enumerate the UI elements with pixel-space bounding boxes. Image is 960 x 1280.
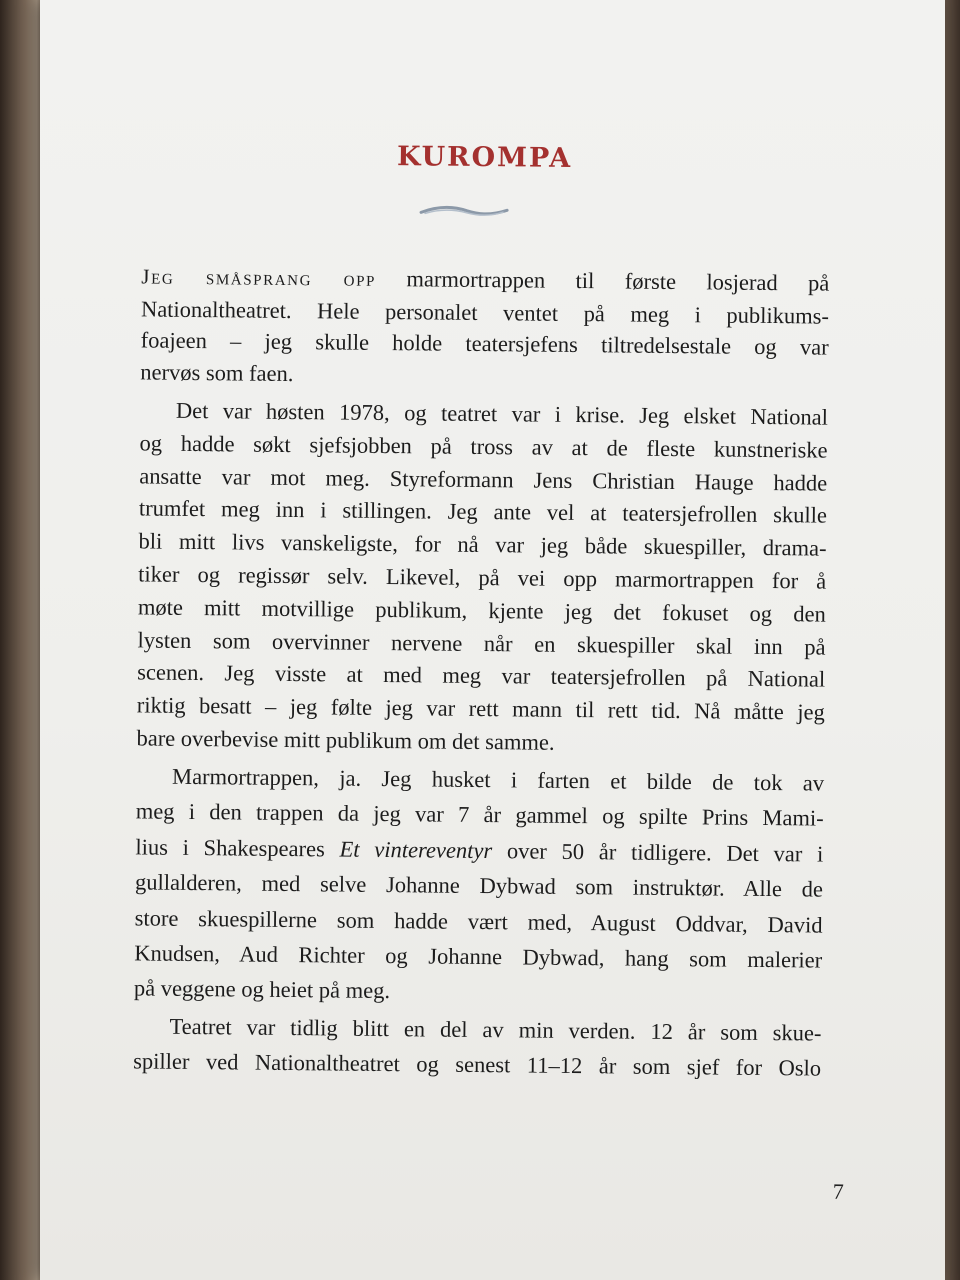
text-line: scenen. Jeg visste at med meg var teatersjefrollen på National [137, 659, 826, 692]
page-content [93, 0, 866, 1280]
paragraph-4 [133, 1008, 822, 1085]
text-line: lysten som overvinner nervene når en skuespiller skal inn på [137, 626, 826, 660]
paragraph-2 [136, 394, 828, 762]
text-line: Jeg småsprang opp marmortrappen til første losjerad på [141, 264, 830, 296]
text-line: på veggene og heiet på meg. [133, 975, 391, 1004]
text-line: meg i den trappen da jeg var 7 år gammel og spilte Prins Mami- [135, 798, 824, 832]
text-line: store skuespillerne som hadde vært med, August Oddvar, David [134, 905, 823, 938]
lead-in-smallcaps: Jeg småsprang opp [141, 264, 377, 291]
paragraph-3 [134, 758, 825, 1013]
text-line: nervøs som faen. [140, 358, 294, 386]
text-line: riktig besatt – jeg følte jeg var rett mann til rett tid. Nå måtte jeg [136, 692, 825, 725]
text-line: tiker og regissør selv. Likevel, på vei opp marmortrappen for å [138, 561, 827, 594]
text-line: og hadde søkt sjefsjobben på tross av at de fleste kunstneriske [139, 430, 828, 463]
text-line: møte mitt motvillige publikum, kjente jeg det fokuset og den [137, 594, 827, 627]
text-line: bare overbevise mitt publikum om det samme. [136, 725, 555, 755]
text-line: bli mitt livs vanskeligste, for nå var jeg både skuespiller, drama- [138, 528, 827, 561]
text-line: Marmortrappen, ja. Jeg husket i farten et bilde de tok av [172, 763, 825, 796]
paragraph-1 [140, 260, 829, 394]
text-line: ansatte var mot meg. Styreformann Jens Christian Hauge hadde [139, 463, 828, 496]
text-line: foajeen – jeg skulle holde teatersjefens tiltredelsestale og var [140, 327, 829, 360]
chapter-title: KUROMPA [396, 141, 573, 174]
page-number: 7 [832, 1178, 844, 1204]
text-line: gullalderen, med selve Johanne Dybwad som instruktør. Alle de [134, 869, 824, 902]
text-line: lius i Shakespeares Et vintereventyr over 50 år tidligere. Det var i [135, 834, 824, 867]
book-page [40, 0, 945, 1280]
text-line: Nationaltheatret. Hele personalet ventet på meg i publikums- [140, 295, 830, 329]
text-line: spiller ved Nationaltheatret og senest 11–12 år som sjef for Oslo [133, 1048, 822, 1081]
text-line: Teatret var tidlig blitt en del av min verden. 12 år som skue- [169, 1013, 822, 1046]
text-line: Det var høsten 1978, og teatret var i krise. Jeg elsket National [175, 397, 829, 430]
text-line: Knudsen, Aud Richter og Johanne Dybwad, hang som malerier [134, 940, 823, 973]
book-title-italic: Et vintereventyr [339, 836, 493, 863]
swash-ornament-icon [419, 203, 509, 220]
text-line: trumfet meg inn i stillingen. Jeg ante vel at teatersjefrollen skulle [138, 495, 828, 529]
